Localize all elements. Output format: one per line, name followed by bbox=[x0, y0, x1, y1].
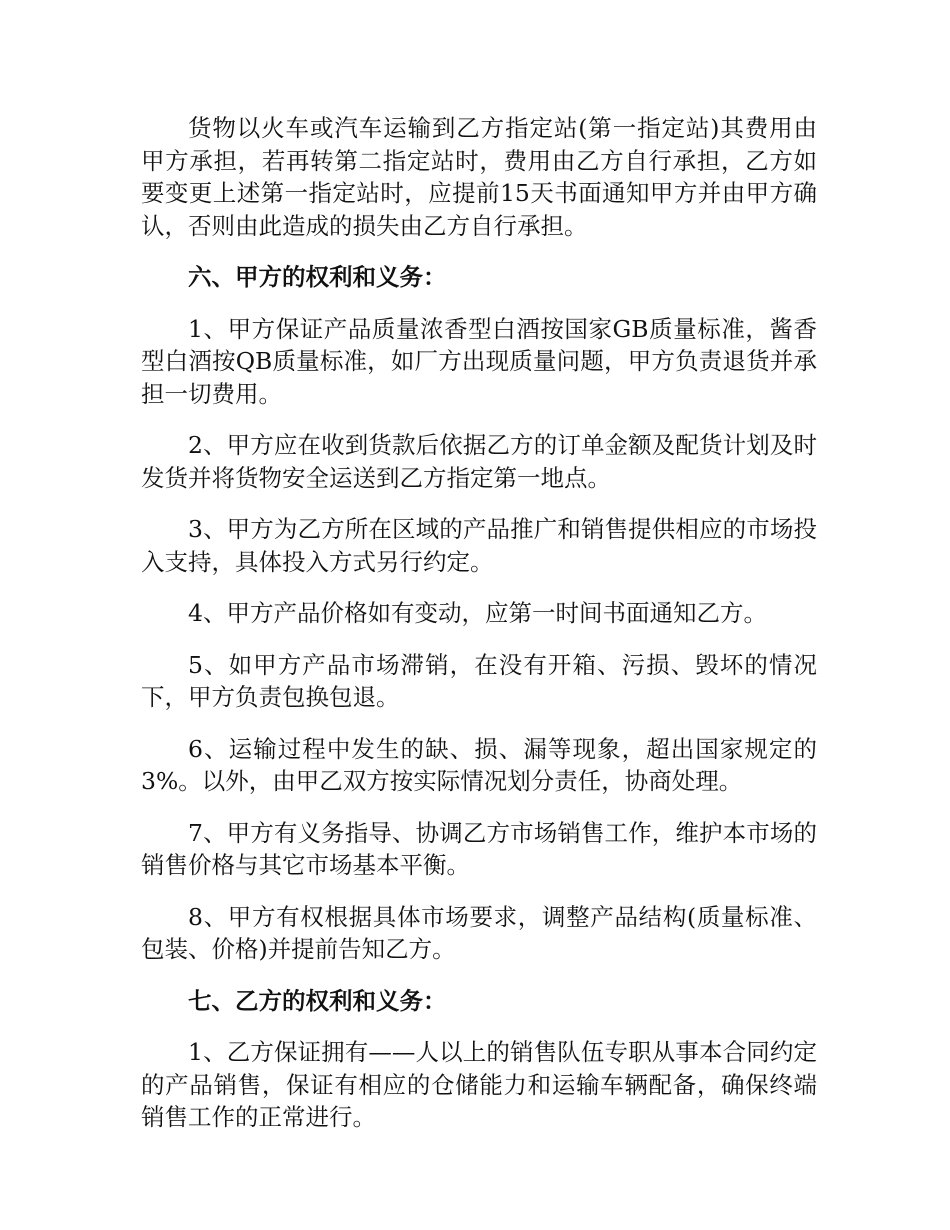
paragraph-transport-cost: 货物以火车或汽车运输到乙方指定站(第一指定站)其费用由甲方承担，若再转第二指定站时，费用由乙方自行承担，乙方如要变更上述第一指定站时，应提前15天书面通知甲方并由甲方确认，否则由此造成的损失由乙方自行承担。 bbox=[141, 114, 817, 240]
party-a-clause-2: 2、甲方应在收到货款后依据乙方的订单金额及配货计划及时发货并将货物安全运送到乙方指定第一地点。 bbox=[141, 431, 817, 492]
section-heading-party-b: 七、乙方的权利和义务： bbox=[188, 986, 447, 1015]
party-b-clause-1: 1、乙方保证拥有——人以上的销售队伍专职从事本合同约定的产品销售，保证有相应的仓储能力和运输车辆配备，确保终端销售工作的正常进行。 bbox=[141, 1038, 817, 1131]
party-a-clause-7: 7、甲方有义务指导、协调乙方市场销售工作，维护本市场的销售价格与其它市场基本平衡。 bbox=[141, 818, 817, 879]
party-a-clause-6: 6、运输过程中发生的缺、损、漏等现象，超出国家规定的3%。以外，由甲乙双方按实际情况划分责任，协商处理。 bbox=[141, 734, 817, 795]
section-heading-party-a: 六、甲方的权利和义务： bbox=[188, 263, 447, 291]
party-a-clause-3: 3、甲方为乙方所在区域的产品推广和销售提供相应的市场投入支持，具体投入方式另行约定。 bbox=[141, 515, 817, 576]
party-a-clause-1: 1、甲方保证产品质量浓香型白酒按国家GB质量标准，酱香型白酒按QB质量标准，如厂方出现质量问题，甲方负责退货并承担一切费用。 bbox=[141, 314, 817, 408]
party-a-clause-8: 8、甲方有权根据具体市场要求，调整产品结构(质量标准、包装、价格)并提前告知乙方。 bbox=[141, 902, 817, 963]
party-a-clause-4: 4、甲方产品价格如有变动，应第一时间书面通知乙方。 bbox=[188, 599, 767, 627]
document-body bbox=[141, 112, 817, 1134]
party-a-clause-5: 5、如甲方产品市场滞销，在没有开箱、污损、毁坏的情况下，甲方负责包换包退。 bbox=[141, 650, 817, 711]
